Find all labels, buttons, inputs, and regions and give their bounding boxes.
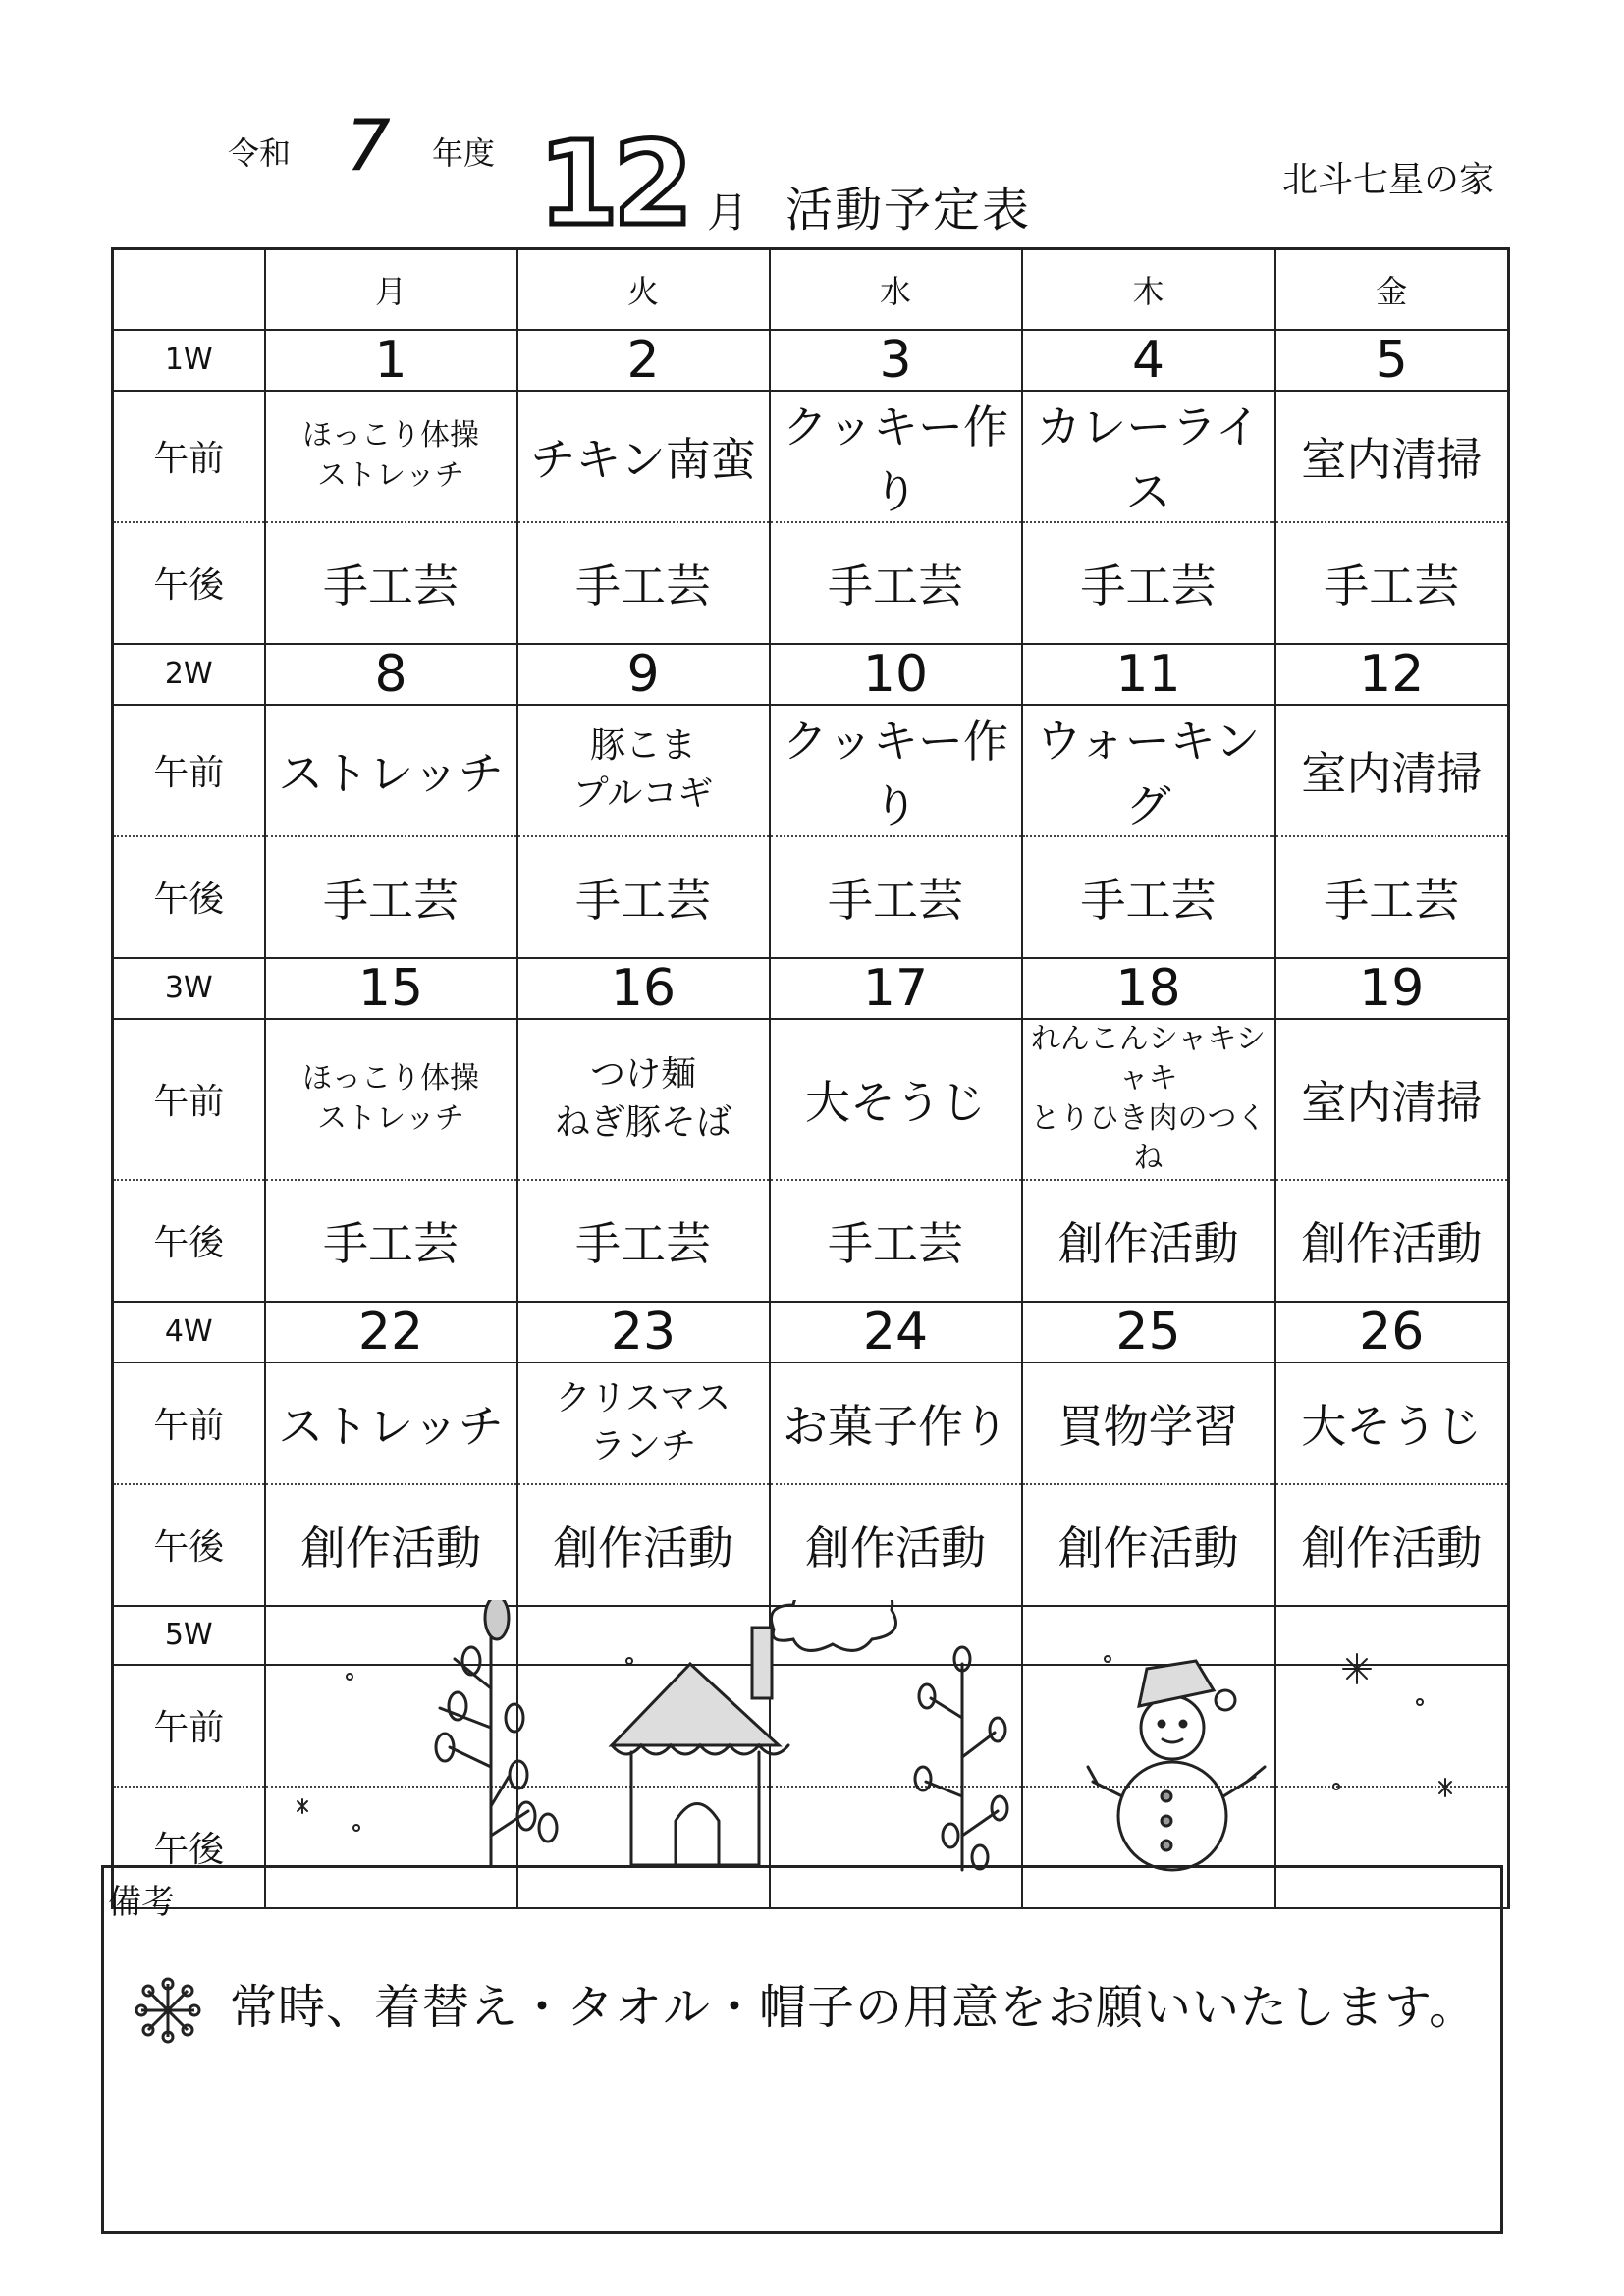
date-thu-week-1: 4 [1022, 330, 1275, 391]
week-1-pm-row [113, 522, 1509, 644]
activity-pm-mon-week-1: 手工芸 [265, 522, 517, 644]
date-fri-week-4: 26 [1275, 1302, 1509, 1362]
weekday-header-wed: 水 [770, 249, 1022, 330]
date-thu-week-3: 18 [1022, 958, 1275, 1019]
week-5-label: 5W [113, 1606, 265, 1665]
pm-label: 午後 [113, 1484, 265, 1606]
month-suffix: 月 [707, 188, 749, 237]
era-label: 令和 [228, 134, 292, 172]
date-wed-week-4: 24 [770, 1302, 1022, 1362]
winter-illustration [263, 1600, 1510, 1885]
week-1-date-row [113, 330, 1509, 391]
snowflake-icons [298, 1654, 1451, 1831]
week-4-date-row [113, 1302, 1509, 1362]
pm-label: 午後 [113, 836, 265, 958]
activity-am-tue-week-1: チキン南蛮 [517, 391, 770, 522]
activity-am-mon-week-4: ストレッチ [265, 1362, 517, 1484]
activity-pm-thu-week-3: 創作活動 [1022, 1180, 1275, 1302]
date-wed-week-3: 17 [770, 958, 1022, 1019]
activity-am-wed-week-2: クッキー作り [770, 705, 1022, 836]
date-tue-week-3: 16 [517, 958, 770, 1019]
weekday-header-row [113, 249, 1509, 330]
date-thu-week-2: 11 [1022, 644, 1275, 705]
activity-am-thu-week-2: ウォーキング [1022, 705, 1275, 836]
activity-am-thu-week-1: カレーライス [1022, 391, 1275, 522]
date-mon-week-3: 15 [265, 958, 517, 1019]
activity-am-mon-week-3: ほっこり体操 ストレッチ [265, 1019, 517, 1180]
week-2-date-row [113, 644, 1509, 705]
week-2-pm-row [113, 836, 1509, 958]
activity-am-fri-week-4: 大そうじ [1275, 1362, 1509, 1484]
activity-pm-tue-week-2: 手工芸 [517, 836, 770, 958]
activity-am-mon-week-2: ストレッチ [265, 705, 517, 836]
week-2-am-row [113, 705, 1509, 836]
document-title: 活動予定表 [785, 183, 1032, 238]
tree-middle-icon [915, 1647, 1007, 1870]
activity-pm-thu-week-1: 手工芸 [1022, 522, 1275, 644]
activity-am-wed-week-3: 大そうじ [770, 1019, 1022, 1180]
date-thu-week-4: 25 [1022, 1302, 1275, 1362]
date-tue-week-2: 9 [517, 644, 770, 705]
weekday-header-fri: 金 [1275, 249, 1509, 330]
activity-pm-wed-week-4: 創作活動 [770, 1484, 1022, 1606]
am-label: 午前 [113, 1362, 265, 1484]
facility-name: 北斗七星の家 [1282, 160, 1495, 200]
week-1-am-row [113, 391, 1509, 522]
activity-am-fri-week-1: 室内清掃 [1275, 391, 1509, 522]
fiscal-label: 年度 [432, 134, 496, 172]
activity-pm-tue-week-1: 手工芸 [517, 522, 770, 644]
activity-pm-wed-week-2: 手工芸 [770, 836, 1022, 958]
month-number: 12 [538, 116, 688, 251]
date-wed-week-1: 3 [770, 330, 1022, 391]
date-tue-week-1: 2 [517, 330, 770, 391]
activity-pm-wed-week-3: 手工芸 [770, 1180, 1022, 1302]
activity-am-thu-week-3: れんこんシャキシャキ とりひき肉のつくね [1022, 1019, 1275, 1180]
activity-am-thu-week-4: 買物学習 [1022, 1362, 1275, 1484]
activity-pm-fri-week-1: 手工芸 [1275, 522, 1509, 644]
notes-text: 常時、着替え・タオル・帽子の用意をお願いいたします。 [230, 1980, 1478, 2035]
am-label: 午前 [113, 1665, 265, 1787]
activity-am-wed-week-1: クッキー作り [770, 391, 1022, 522]
notes-box [101, 1865, 1503, 2234]
era-year: 7 [346, 104, 391, 187]
activity-am-mon-week-1: ほっこり体操 ストレッチ [265, 391, 517, 522]
corner-cell [113, 249, 265, 330]
am-label: 午前 [113, 391, 265, 522]
date-mon-week-1: 1 [265, 330, 517, 391]
activity-pm-thu-week-4: 創作活動 [1022, 1484, 1275, 1606]
activity-am-tue-week-2: 豚こま プルコギ [517, 705, 770, 836]
activity-pm-tue-week-3: 手工芸 [517, 1180, 770, 1302]
date-wed-week-2: 10 [770, 644, 1022, 705]
snowman-icon [1088, 1661, 1265, 1870]
am-label: 午前 [113, 1019, 265, 1180]
week-2-label: 2W [113, 644, 265, 705]
activity-am-fri-week-2: 室内清掃 [1275, 705, 1509, 836]
activity-pm-fri-week-4: 創作活動 [1275, 1484, 1509, 1606]
week-3-am-row [113, 1019, 1509, 1180]
house-icon [612, 1600, 896, 1865]
date-fri-week-3: 19 [1275, 958, 1509, 1019]
am-label: 午前 [113, 705, 265, 836]
weekday-header-tue: 火 [517, 249, 770, 330]
week-4-am-row [113, 1362, 1509, 1484]
week-3-pm-row [113, 1180, 1509, 1302]
date-tue-week-4: 23 [517, 1302, 770, 1362]
date-fri-week-1: 5 [1275, 330, 1509, 391]
activity-pm-mon-week-4: 創作活動 [265, 1484, 517, 1606]
activity-am-fri-week-3: 室内清掃 [1275, 1019, 1509, 1180]
date-mon-week-2: 8 [265, 644, 517, 705]
date-fri-week-2: 12 [1275, 644, 1509, 705]
tree-left-icon [436, 1600, 557, 1865]
pm-label: 午後 [113, 1787, 265, 1908]
activity-am-tue-week-3: つけ麺 ねぎ豚そば [517, 1019, 770, 1180]
activity-pm-fri-week-3: 創作活動 [1275, 1180, 1509, 1302]
activity-pm-fri-week-2: 手工芸 [1275, 836, 1509, 958]
activity-pm-mon-week-3: 手工芸 [265, 1180, 517, 1302]
week-4-pm-row [113, 1484, 1509, 1606]
snowflake-bullet-icon [134, 1976, 202, 2045]
pm-label: 午後 [113, 522, 265, 644]
weekday-header-thu: 木 [1022, 249, 1275, 330]
activity-pm-thu-week-2: 手工芸 [1022, 836, 1275, 958]
activity-am-wed-week-4: お菓子作り [770, 1362, 1022, 1484]
week-1-label: 1W [113, 330, 265, 391]
date-mon-week-4: 22 [265, 1302, 517, 1362]
weekday-header-mon: 月 [265, 249, 517, 330]
activity-pm-tue-week-4: 創作活動 [517, 1484, 770, 1606]
week-4-label: 4W [113, 1302, 265, 1362]
notes-label: 備考 [108, 1883, 175, 1922]
activity-pm-mon-week-2: 手工芸 [265, 836, 517, 958]
week-3-date-row [113, 958, 1509, 1019]
week-3-label: 3W [113, 958, 265, 1019]
activity-am-tue-week-4: クリスマス ランチ [517, 1362, 770, 1484]
pm-label: 午後 [113, 1180, 265, 1302]
activity-pm-wed-week-1: 手工芸 [770, 522, 1022, 644]
